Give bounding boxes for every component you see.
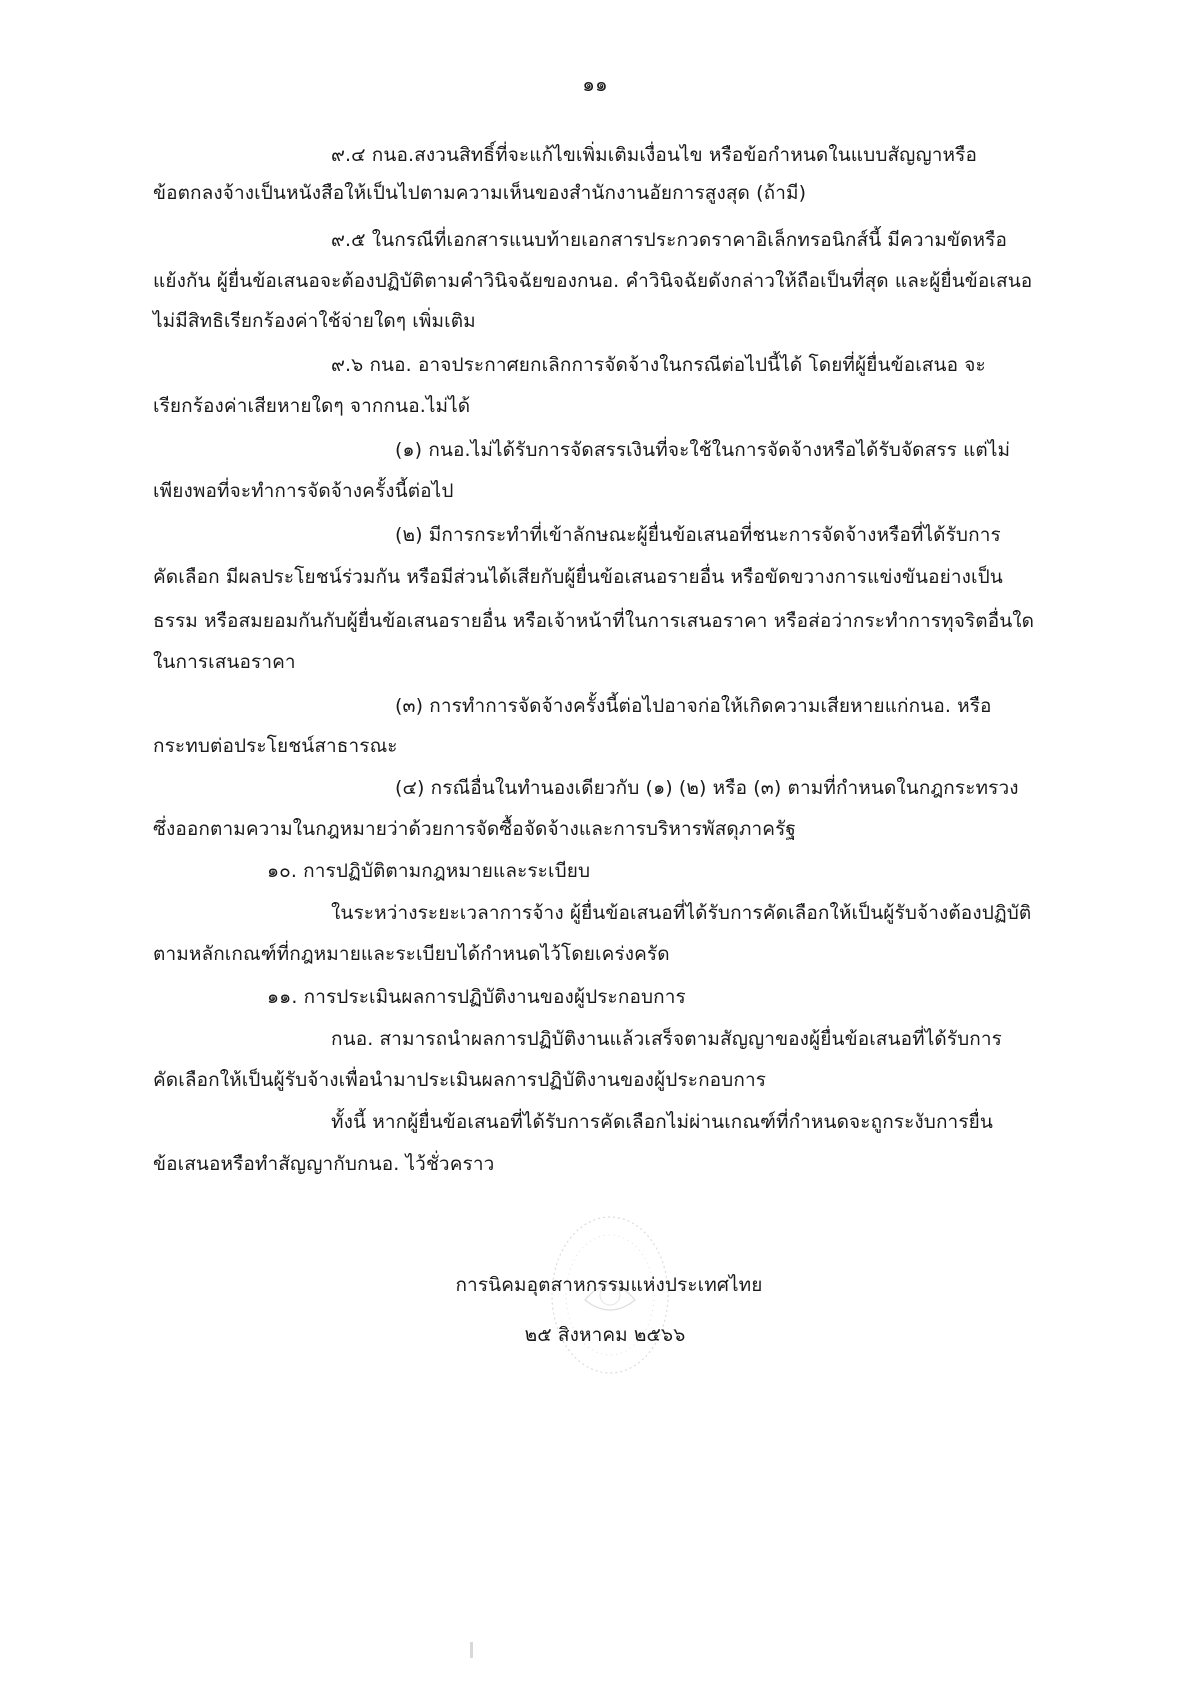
section-10-heading: ๑๐. การปฏิบัติตามกฎหมายและระเบียบ <box>267 860 591 882</box>
section-11-line-3: ทั้งนี้ หากผู้ยื่นข้อเสนอที่ได้รับการคัดเลือกไม่ผ่านเกณฑ์ที่กำหนดจะถูกระงับการยื่น <box>331 1111 993 1133</box>
item-2-line-4: ในการเสนอราคา <box>153 651 296 673</box>
scan-mark <box>470 1642 473 1658</box>
item-3-line-2: กระทบต่อประโยชน์สาธารณะ <box>153 735 398 757</box>
section-11-line-4: ข้อเสนอหรือทำสัญญากับกนอ. ไว้ชั่วคราว <box>153 1153 495 1175</box>
section-11-line-1: กนอ. สามารถนำผลการปฏิบัติงานแล้วเสร็จตามสัญญาของผู้ยื่นข้อเสนอที่ได้รับการ <box>331 1028 1002 1050</box>
item-4-line-2: ซึ่งออกตามความในกฎหมายว่าด้วยการจัดซื้อจัดจ้างและการบริหารพัสดุภาครัฐ <box>153 818 796 840</box>
item-2-line-2: คัดเลือก มีผลประโยชน์ร่วมกัน หรือมีส่วนได้เสียกับผู้ยื่นข้อเสนอรายอื่น หรือขัดขวางการแข่งขันอย่างเป็น <box>153 566 1003 588</box>
clause-9-5-line-2: แย้งกัน ผู้ยื่นข้อเสนอจะต้องปฏิบัติตามคำวินิจฉัยของกนอ. คำวินิจฉัยดังกล่าวให้ถือเป็นที่สุด และผู้ยื่นข้อเสนอ <box>153 270 1033 292</box>
section-11-heading: ๑๑. การประเมินผลการปฏิบัติงานของผู้ประกอบการ <box>267 986 686 1008</box>
clause-9-5-line-3: ไม่มีสิทธิเรียกร้องค่าใช้จ่ายใดๆ เพิ่มเติม <box>153 310 476 332</box>
section-11-line-2: คัดเลือกให้เป็นผู้รับจ้างเพื่อนำมาประเมินผลการปฏิบัติงานของผู้ประกอบการ <box>153 1069 767 1091</box>
clause-9-4-line-1: ๙.๔ กนอ.สงวนสิทธิ์ที่จะแก้ไขเพิ่มเติมเงื่อนไข หรือข้อกำหนดในแบบสัญญาหรือ <box>331 144 977 166</box>
section-10-line-1: ในระหว่างระยะเวลาการจ้าง ผู้ยื่นข้อเสนอที่ได้รับการคัดเลือกให้เป็นผู้รับจ้างต้องปฏิบัติ <box>331 902 1032 924</box>
clause-9-6-line-2: เรียกร้องค่าเสียหายใดๆ จากกนอ.ไม่ได้ <box>153 395 471 417</box>
page-number: ๑๑ <box>582 72 608 96</box>
item-1-line-1: (๑) กนอ.ไม่ได้รับการจัดสรรเงินที่จะใช้ในการจัดจ้างหรือได้รับจัดสรร แต่ไม่ <box>395 439 1011 461</box>
item-1-line-2: เพียงพอที่จะทำการจัดจ้างครั้งนี้ต่อไป <box>153 480 454 502</box>
clause-9-5-line-1: ๙.๕ ในกรณีที่เอกสารแนบท้ายเอกสารประกวดราคาอิเล็กทรอนิกส์นี้ มีความขัดหรือ <box>331 229 1007 251</box>
issue-date: ๒๕ สิงหาคม ๒๕๖๖ <box>524 1324 686 1346</box>
clause-9-4-line-2: ข้อตกลงจ้างเป็นหนังสือให้เป็นไปตามความเห็นของสำนักงานอัยการสูงสุด (ถ้ามี) <box>153 182 807 204</box>
item-2-line-1: (๒) มีการกระทำที่เข้าลักษณะผู้ยื่นข้อเสนอที่ชนะการจัดจ้างหรือที่ได้รับการ <box>395 524 1001 546</box>
item-4-line-1: (๔) กรณีอื่นในทำนองเดียวกับ (๑) (๒) หรือ (๓) ตามที่กำหนดในกฎกระทรวง <box>395 777 1019 799</box>
clause-9-6-line-1: ๙.๖ กนอ. อาจประกาศยกเลิกการจัดจ้างในกรณีต่อไปนี้ได้ โดยที่ผู้ยื่นข้อเสนอ จะ <box>331 354 986 376</box>
item-2-line-3: ธรรม หรือสมยอมกันกับผู้ยื่นข้อเสนอรายอื่น หรือเจ้าหน้าที่ในการเสนอราคา หรือส่อว่ากระทำการทุจริตอื่นใด <box>153 610 1035 632</box>
section-10-line-2: ตามหลักเกณฑ์ที่กฎหมายและระเบียบได้กำหนดไว้โดยเคร่งครัด <box>153 943 670 965</box>
item-3-line-1: (๓) การทำการจัดจ้างครั้งนี้ต่อไปอาจก่อให้เกิดความเสียหายแก่กนอ. หรือ <box>395 695 992 717</box>
issuing-organization: การนิคมอุตสาหกรรมแห่งประเทศไทย <box>455 1274 763 1296</box>
